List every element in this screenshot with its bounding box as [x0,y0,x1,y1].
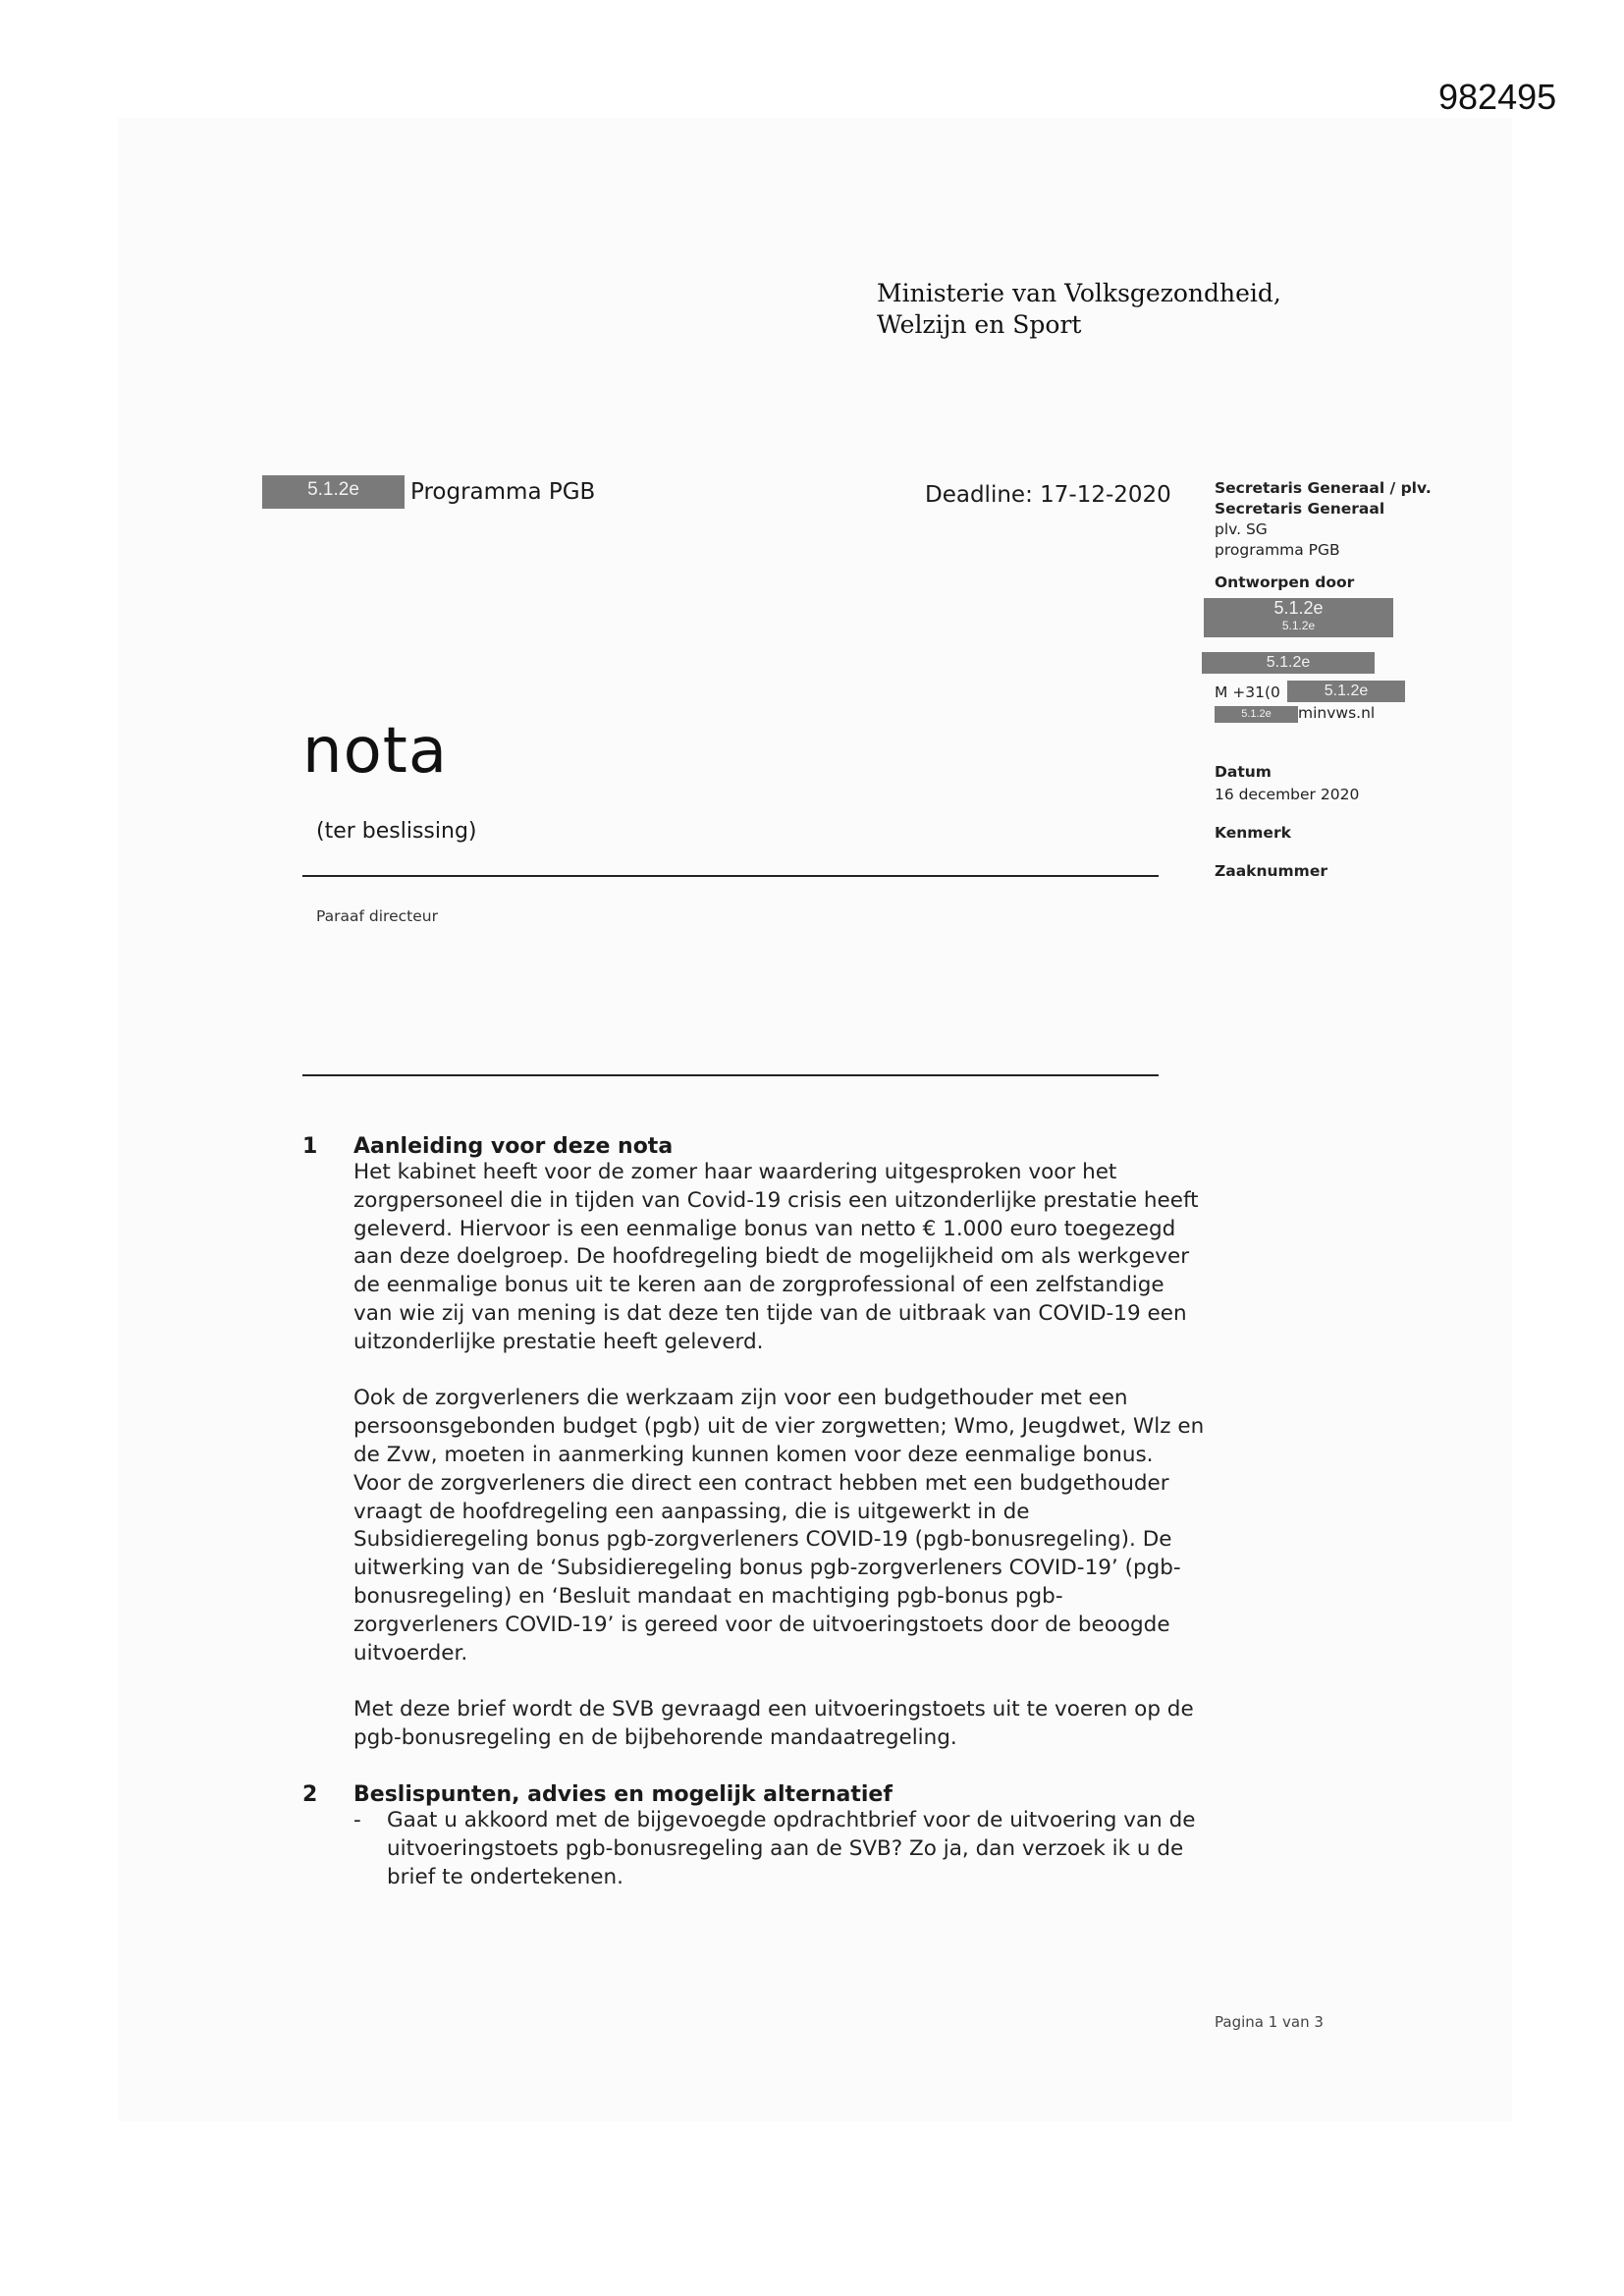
phone-prefix: M +31(0 [1215,683,1280,701]
redaction-block: 5.1.2e [1202,652,1375,674]
redaction-block: 5.1.2e [1215,706,1298,723]
reference-label: Kenmerk [1215,824,1291,842]
page-number: Pagina 1 van 3 [1215,2013,1324,2031]
section-title: Aanleiding voor deze nota [353,1134,674,1159]
unit-line-1: plv. SG [1215,520,1268,538]
recipient-block [1215,478,1432,561]
deadline: Deadline: 17-12-2020 [925,482,1171,508]
ministry-line-2: Welzijn en Sport [877,310,1082,339]
document-subtitle: (ter beslissing) [316,819,477,844]
redaction-block: 5.1.2e [262,475,405,509]
recipient-line-1: Secretaris Generaal / plv. [1215,479,1432,497]
email-suffix: minvws.nl [1298,704,1376,722]
section-number: 1 [302,1134,318,1159]
unit-line-2: programma PGB [1215,541,1340,559]
redaction-block: 5.1.2e [1287,681,1405,702]
program-name: Programma PGB [410,479,596,505]
date-label: Datum [1215,763,1272,781]
bullet-dash: - [353,1808,361,1832]
paragraph: Het kabinet heeft voor de zomer haar waardering uitgesproken voor het zorgpersoneel die in tijden van Covid-19 crisis een uitzonderlijke prestatie heeft geleverd. Hiervoor is een eenmalige bonus van netto € 1.000 euro toegezegd aan deze doelgroep. De hoofdregeling biedt de mogelijkheid om als werkgever de eenmalige bonus uit te keren aan de zorgprofessional of een zelfstandige van wie zij van mening is dat deze ten tijde van de uitbraak van COVID-19 een uitzonderlijke prestatie heeft geleverd. [353,1160,1199,1354]
bullet-text: Gaat u akkoord met de bijgevoegde opdrachtbrief voor de uitvoering van de uitvoeringstoets pgb-bonusregeling aan de SVB? Zo ja, dan verzoek ik u de brief te ondertekenen. [387,1808,1196,1889]
document-number: 982495 [1438,77,1557,117]
section-title: Beslispunten, advies en mogelijk alternatief [353,1782,893,1807]
document-title: nota [302,715,449,788]
case-number-label: Zaaknummer [1215,862,1327,880]
section-number: 2 [302,1782,318,1807]
paraaf-label: Paraaf directeur [316,907,438,925]
list-item [353,1807,1206,1891]
date-value: 16 december 2020 [1215,786,1360,803]
divider [302,1074,1159,1076]
designed-by-label: Ontworpen door [1215,574,1355,591]
redaction-code: 5.1.2e [1273,598,1324,618]
redaction-block [1204,598,1393,637]
paragraph: Ook de zorgverleners die werkzaam zijn voor een budgethouder met een persoonsgebonden budget (pgb) uit de vier zorgwetten; Wmo, Jeugdwet, Wlz en de Zvw, moeten in aanmerking kunnen komen voor deze eenmalige bonus. Voor de zorgverleners die direct een contract hebben met een budgethouder vraagt de hoofdregeling een aanpassing, die is uitgewerkt in de Subsidieregeling bonus pgb-zorgverleners COVID-19 (pgb-bonusregeling). De uitwerking van de ‘Subsidieregeling bonus pgb-zorgverleners COVID-19’ (pgb-bonusregeling) en ‘Besluit mandaat en machtiging pgb-bonus pgb-zorgverleners COVID-19’ is gereed voor de uitvoeringstoets door de beoogde uitvoerder. [353,1386,1205,1666]
ministry-name [877,278,1281,341]
divider [302,875,1159,877]
paragraph: Met deze brief wordt de SVB gevraagd een uitvoeringstoets uit te voeren op de pgb-bonusregeling en de bijbehorende mandaatregeling. [353,1697,1194,1750]
section-2 [302,1782,1206,1891]
recipient-line-2: Secretaris Generaal [1215,500,1385,518]
ministry-line-1: Ministerie van Volksgezondheid, [877,279,1281,307]
section-1 [302,1134,1206,1753]
redaction-code: 5.1.2e [1281,619,1316,632]
